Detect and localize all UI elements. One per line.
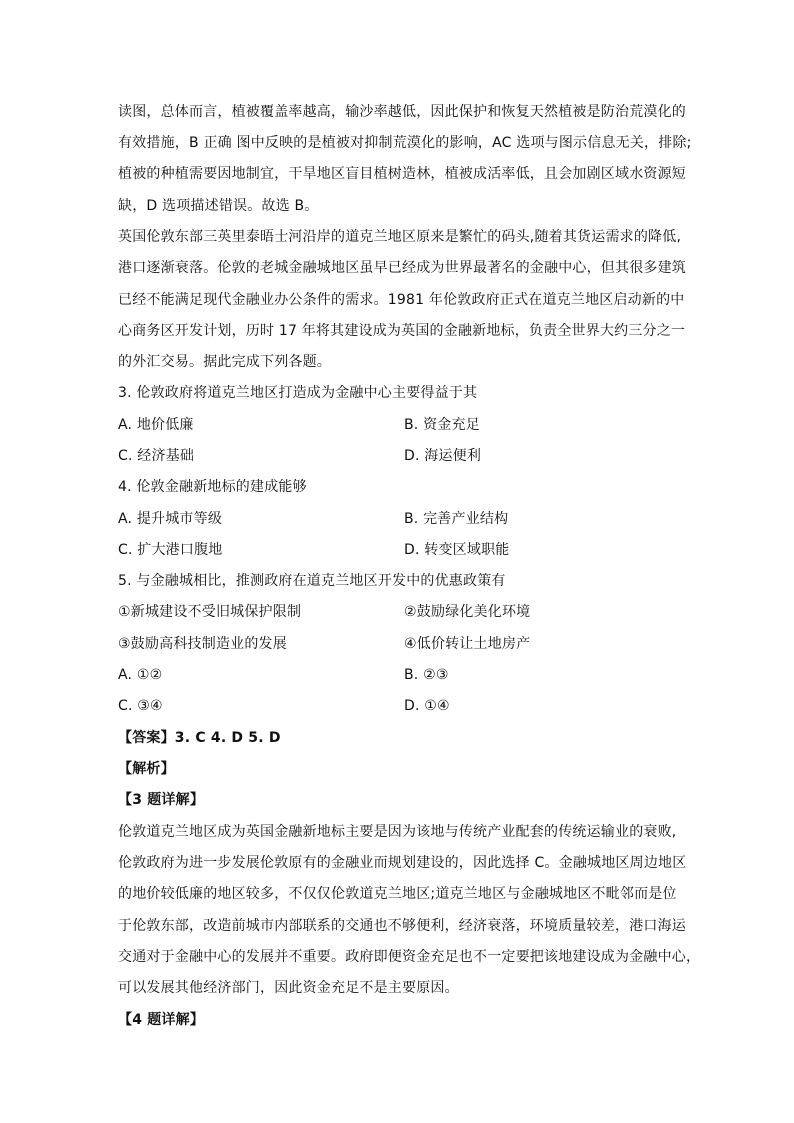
q5-statement-2: ②鼓励绿化美化环境 xyxy=(404,604,531,620)
q5-statement-3: ③鼓励高科技制造业的发展 xyxy=(118,636,287,652)
intro-line: 心商务区开发计划，历时 17 年将其建设成为英国的金融新地标，负责全世界大约三分之一 xyxy=(118,323,686,339)
q5-option-d: D. ①④ xyxy=(404,698,450,714)
q3-detail-line: 伦敦道克兰地区成为英国金融新地标主要是因为该地与传统产业配套的传统运输业的衰败, xyxy=(118,824,677,840)
q4-option-d: D. 转变区域职能 xyxy=(404,542,510,558)
analysis-line: 缺，D 选项描述错误。故选 B。 xyxy=(118,198,319,214)
question-5-stem: 5. 与金融城相比，推测政府在道克兰地区开发中的优惠政策有 xyxy=(118,573,506,589)
q3-detail-line: 的地价较低廉的地区较多，不仅仅伦敦道克兰地区;道克兰地区与金融城地区不毗邻而是位 xyxy=(118,886,677,902)
q4-option-b: B. 完善产业结构 xyxy=(404,511,509,527)
q5-statement-4: ④低价转让土地房产 xyxy=(404,636,531,652)
q3-detail-heading: 【3 题详解】 xyxy=(118,792,205,808)
q3-option-d: D. 海运便利 xyxy=(404,448,482,464)
q3-option-a: A. 地价低廉 xyxy=(118,417,194,433)
analysis-line: 读图，总体而言，植被覆盖率越高，输沙率越低，因此保护和恢复天然植被是防治荒漠化的 xyxy=(118,104,686,120)
q5-statement-1: ①新城建设不受旧城保护限制 xyxy=(118,604,302,620)
intro-line: 英国伦敦东部三英里泰晤士河沿岸的道克兰地区原来是繁忙的码头,随着其货运需求的降低, xyxy=(118,229,682,245)
q5-option-c: C. ③④ xyxy=(118,698,163,714)
q5-option-a: A. ①② xyxy=(118,667,163,683)
q5-option-b: B. ②③ xyxy=(404,667,449,683)
q3-detail-line: 交通对于金融中心的发展并不重要。政府即便资金充足也不一定要把该地建设成为金融中心， xyxy=(118,949,701,965)
q3-detail-line: 伦敦政府为进一步发展伦敦原有的金融业而规划建设的，因此选择 C。金融城地区周边地区 xyxy=(118,855,687,871)
question-4-stem: 4. 伦敦金融新地标的建成能够 xyxy=(118,479,307,495)
intro-line: 已经不能满足现代金融业办公条件的需求。1981 年伦敦政府正式在道克兰地区启动新的中 xyxy=(118,292,685,308)
question-3-stem: 3. 伦敦政府将道克兰地区打造成为金融中心主要得益于其 xyxy=(118,385,478,401)
q4-option-a: A. 提升城市等级 xyxy=(118,511,223,527)
q4-detail-heading: 【4 题详解】 xyxy=(118,1012,205,1028)
q3-option-c: C. 经济基础 xyxy=(118,448,195,464)
q3-detail-line: 于伦敦东部，改造前城市内部联系的交通也不够便利，经济衰落，环境质量较差，港口海运 xyxy=(118,918,686,934)
answer-line: 【答案】3. C 4. D 5. D xyxy=(118,730,281,746)
q3-option-b: B. 资金充足 xyxy=(404,417,480,433)
intro-line: 港口逐渐衰落。伦敦的老城金融城地区虽早已经成为世界最著名的金融中心，但其很多建筑 xyxy=(118,260,686,276)
intro-line: 的外汇交易。据此完成下列各题。 xyxy=(118,354,331,370)
analysis-heading: 【解析】 xyxy=(118,761,175,777)
analysis-line: 有效措施，B 正确 图中反映的是植被对抑制荒漠化的影响，AC 选项与图示信息无关，排除; xyxy=(118,135,692,151)
q4-option-c: C. 扩大港口腹地 xyxy=(118,542,223,558)
analysis-line: 植被的种植需要因地制宜，干旱地区盲目植树造林，植被成活率低，且会加剧区域水资源短 xyxy=(118,166,686,182)
q3-detail-line: 可以发展其他经济部门，因此资金充足不是主要原因。 xyxy=(118,980,459,996)
